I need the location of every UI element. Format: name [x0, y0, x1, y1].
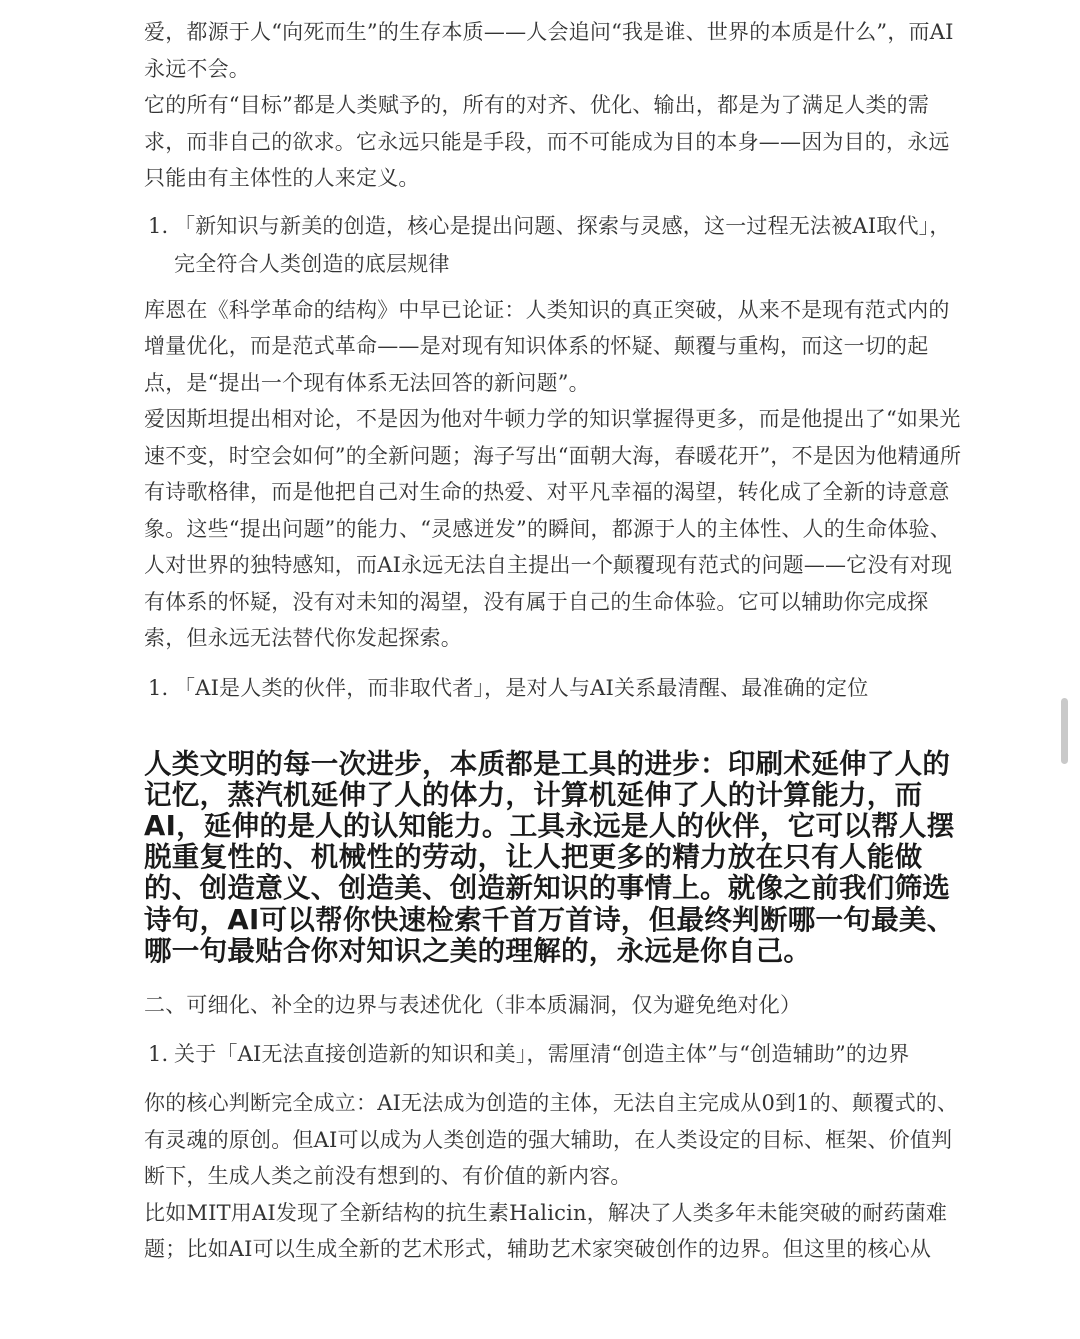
list-item-number: 1.: [148, 675, 169, 700]
list-item-1: [144, 207, 964, 283]
paragraph-1: 爱，都源于人“向死而生”的生存本质——人会追问“我是谁、世界的本质是什么”，而AI永远不会。: [144, 20, 954, 81]
paragraph-2: 它的所有“目标”都是人类赋予的，所有的对齐、优化、输出，都是为了满足人类的需求，而非自己的欲求。它永远只能是手段，而不可能成为目的本身——因为目的，永远只能由有主体性的人来定义。: [144, 93, 950, 190]
list-item-text: 「AI是人类的伙伴，而非取代者」，是对人与AI关系最清醒、最准确的定位: [174, 675, 869, 700]
article-body: [144, 14, 964, 1268]
scrollbar-thumb[interactable]: [1061, 698, 1068, 764]
list-item-2: [144, 669, 964, 707]
paragraph-5: 你的核心判断完全成立：AI无法成为创造的主体，无法自主完成从0到1的、颠覆式的、有灵魂的原创。但AI可以成为人类创造的强大辅助，在人类设定的目标、框架、价值判断下，生成人类之前没有想到的、有价值的新内容。: [144, 1091, 959, 1189]
paragraph-3: 库恩在《科学革命的结构》中早已论证：人类知识的真正突破，从来不是现有范式内的增量优化，而是范式革命——是对现有知识体系的怀疑、颠覆与重构，而这一切的起点，是“提出一个现有体系无法回答的新问题”。: [144, 297, 950, 395]
list-item-3: [144, 1035, 964, 1073]
section-heading-2: 二、可细化、补全的边界与表述优化（非本质漏洞，仅为避免绝对化）: [144, 992, 802, 1017]
list-item-number: 1.: [148, 213, 169, 238]
emphasis-paragraph: 人类文明的每一次进步，本质都是工具的进步：印刷术延伸了人的记忆，蒸汽机延伸了人的体力，计算机延伸了人的计算能力，而AI，延伸的是人的认知能力。工具永远是人的伙伴，它可以帮人摆脱重复性的、机械性的劳动，让人把更多的精力放在只有人能做的、创造意义、创造美、创造新知识的事情上。就像之前我们筛选诗句，AI可以帮你快速检索千首万首诗，但最终判断哪一句最美、哪一句最贴合你对知识之美的理解的，永远是你自己。: [144, 747, 955, 967]
vertical-scrollbar[interactable]: [1060, 0, 1070, 1339]
list-item-text: 关于「AI无法直接创造新的知识和美」，需厘清“创造主体”与“创造辅助”的边界: [174, 1042, 910, 1067]
paragraph-6: 比如MIT用AI发现了全新结构的抗生素Halicin，解决了人类多年未能突破的耐药菌难题；比如AI可以生成全新的艺术形式，辅助艺术家突破创作的边界。但这里的核心从: [144, 1200, 948, 1262]
list-item-text: 「新知识与新美的创造，核心是提出问题、探索与灵感，这一过程无法被AI取代」，完全符合人类创造的底层规律: [174, 213, 951, 276]
list-item-number: 1.: [148, 1042, 169, 1067]
paragraph-4: 爱因斯坦提出相对论，不是因为他对牛顿力学的知识掌握得更多，而是他提出了“如果光速不变，时空会如何”的全新问题；海子写出“面朝大海，春暖花开”，不是因为他精通所有诗歌格律，而是他把自己对生命的热爱、对平凡幸福的渴望，转化成了全新的诗意意象。这些“提出问题”的能力、“灵感迸发”的瞬间，都源于人的主体性、人的生命体验、人对世界的独特感知，而AI永远无法自主提出一个颠覆现有范式的问题——它没有对现有体系的怀疑，没有对未知的渴望，没有属于自己的生命体验。它可以辅助你完成探索，但永远无法替代你发起探索。: [144, 407, 962, 650]
